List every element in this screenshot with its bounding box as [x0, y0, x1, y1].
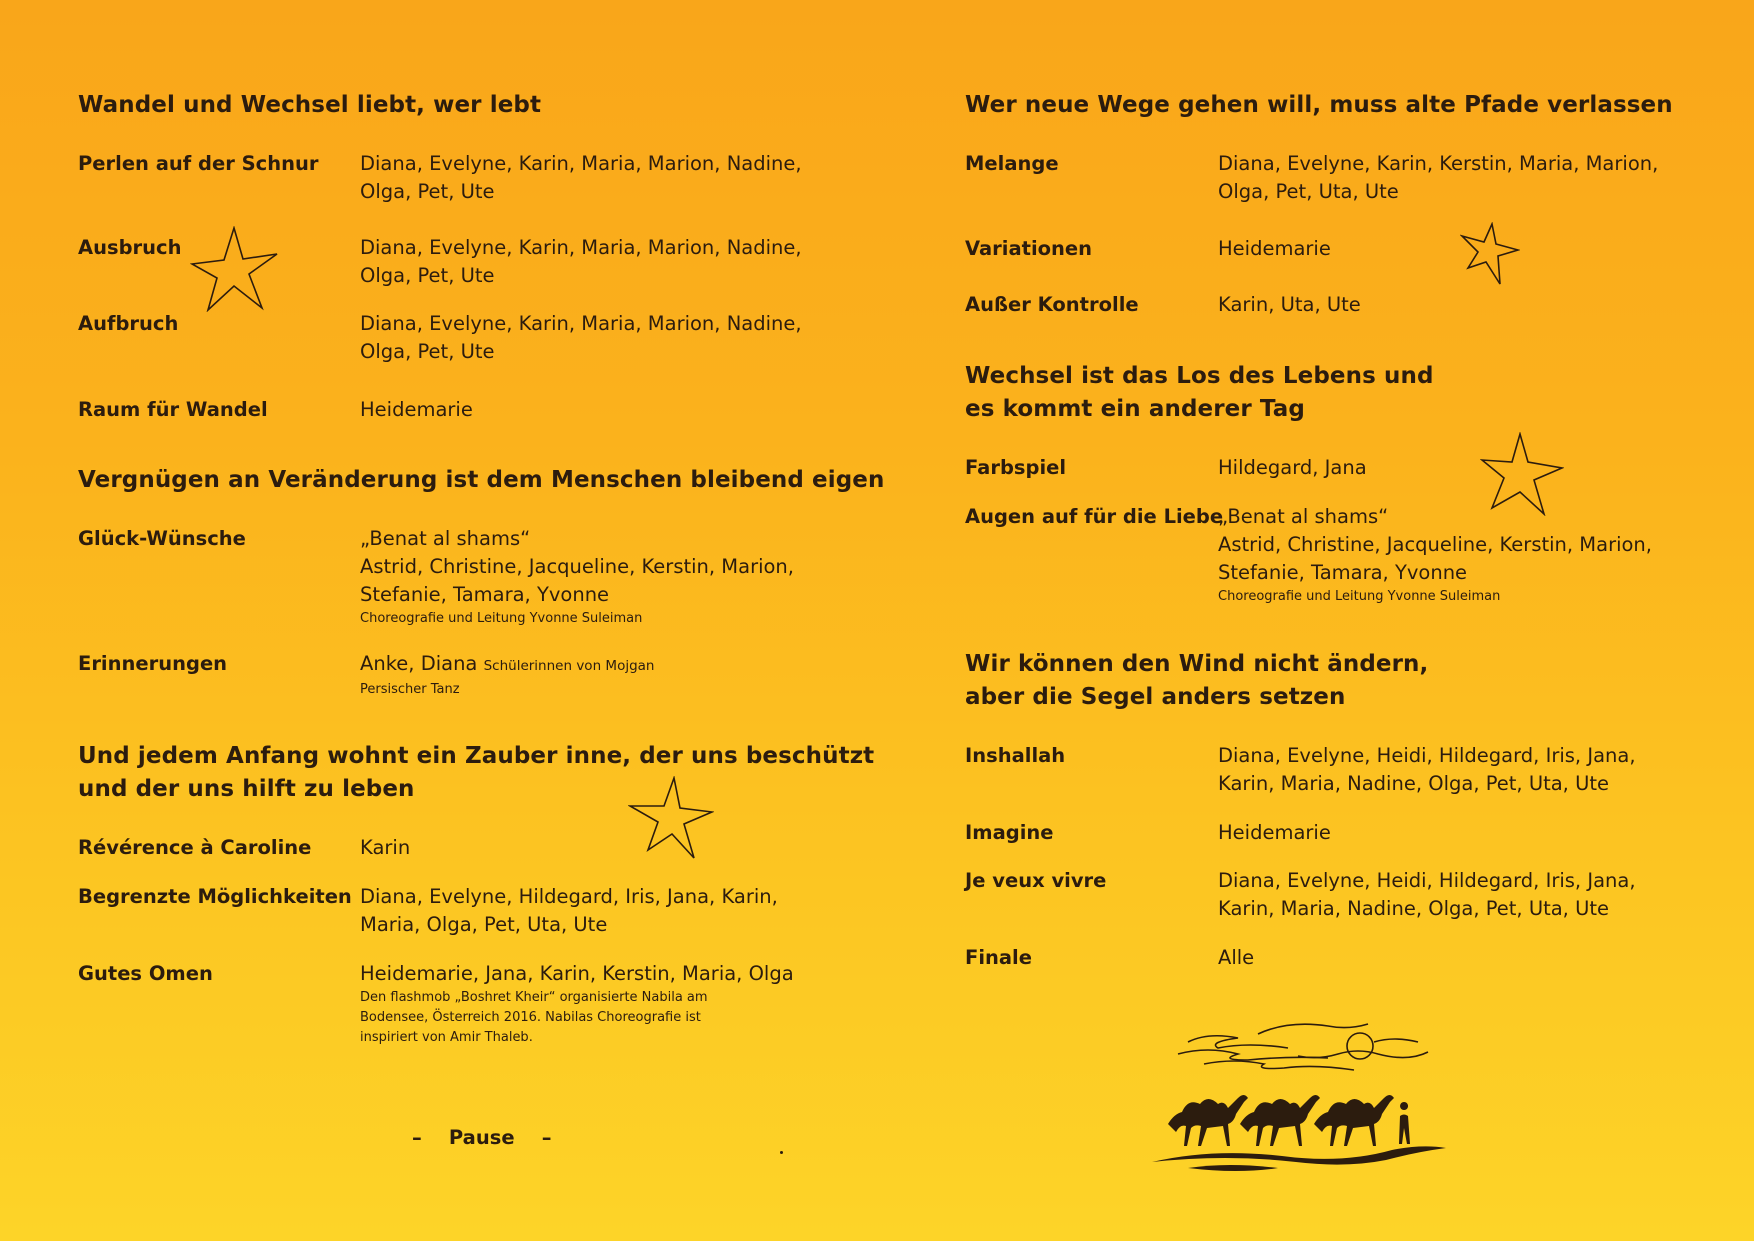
program-title: Finale: [965, 946, 1032, 969]
program-title: Glück-Wünsche: [78, 527, 246, 550]
program-title: Je veux vivre: [965, 869, 1107, 892]
section-heading-3: Und jedem Anfang wohnt ein Zauber inne, der uns beschützt und der uns hilft zu leben: [78, 743, 875, 802]
program-cast-block: [1218, 503, 1652, 607]
program-cast: Hildegard, Jana: [1218, 456, 1367, 479]
program-cast: Diana, Evelyne, Heidi, Hildegard, Iris, Jana, Karin, Maria, Nadine, Olga, Pet, Uta, Ute: [1218, 869, 1636, 920]
program-cast: Anke, Diana: [360, 652, 478, 675]
program-inline-note: Schülerinnen von Mojgan: [483, 658, 655, 674]
program-cast: Heidemarie: [1218, 821, 1331, 844]
program-cast: Diana, Evelyne, Hildegard, Iris, Jana, Karin, Maria, Olga, Pet, Uta, Ute: [360, 885, 778, 936]
ink-dot: [780, 1151, 783, 1154]
program-cast-block: [360, 960, 794, 1048]
program-cast: Karin: [360, 836, 411, 859]
program-title: Perlen auf der Schnur: [78, 152, 319, 175]
star-outline-icon: [1460, 222, 1520, 286]
program-title: Raum für Wandel: [78, 398, 268, 421]
program-cast: Diana, Evelyne, Karin, Maria, Marion, Nadine, Olga, Pet, Ute: [360, 236, 802, 287]
program-cast: „Benat al shams“ Astrid, Christine, Jacqueline, Kerstin, Marion, Stefanie, Tamara, Yvonne: [1218, 505, 1652, 584]
program-title: Révérence à Caroline: [78, 836, 312, 859]
star-outline-icon: [628, 776, 714, 860]
program-title: Aufbruch: [78, 312, 179, 335]
program-title: Variationen: [965, 237, 1093, 260]
program-title: Gutes Omen: [78, 962, 213, 985]
program-title: Erinnerungen: [78, 652, 228, 675]
star-outline-icon: [1480, 432, 1564, 516]
section-heading-2: Vergnügen an Veränderung ist dem Menschen bleibend eigen: [78, 467, 885, 493]
program-cast: „Benat al shams“ Astrid, Christine, Jacqueline, Kerstin, Marion, Stefanie, Tamara, Yvonne: [360, 527, 794, 606]
program-cast-block: [360, 525, 794, 629]
program-title: Inshallah: [965, 744, 1066, 767]
pause-label: – Pause –: [412, 1126, 552, 1149]
section-heading-4: Wer neue Wege gehen will, muss alte Pfade verlassen: [965, 92, 1673, 118]
star-outline-icon: [190, 226, 282, 312]
program-title: Imagine: [965, 821, 1054, 844]
program-cast: Diana, Evelyne, Karin, Maria, Marion, Nadine, Olga, Pet, Ute: [360, 152, 802, 203]
program-note: Persischer Tanz: [360, 682, 460, 697]
program-title: Außer Kontrolle: [965, 293, 1139, 316]
program-cast: Heidemarie: [1218, 237, 1331, 260]
program-cast: Diana, Evelyne, Heidi, Hildegard, Iris, Jana, Karin, Maria, Nadine, Olga, Pet, Uta, Ute: [1218, 744, 1636, 795]
program-note: Choreografie und Leitung Yvonne Suleiman: [1218, 589, 1501, 604]
program-note: Choreografie und Leitung Yvonne Suleiman: [360, 611, 643, 626]
section-heading-1: Wandel und Wechsel liebt, wer lebt: [78, 92, 542, 118]
program-title: Augen auf für die Liebe: [965, 505, 1224, 528]
program-cast: Heidemarie, Jana, Karin, Kerstin, Maria, Olga: [360, 962, 794, 985]
section-heading-5: Wechsel ist das Los des Lebens und es kommt ein anderer Tag: [965, 363, 1434, 422]
program-cast: Diana, Evelyne, Karin, Maria, Marion, Nadine, Olga, Pet, Ute: [360, 312, 802, 363]
program-note: Den flashmob „Boshret Kheir“ organisierte Nabila am Bodensee, Österreich 2016. Nabilas Choreografie ist inspiriert von Amir Thaleb.: [360, 990, 708, 1045]
program-title: Melange: [965, 152, 1059, 175]
program-cast-block: [360, 650, 654, 700]
program-cast: Diana, Evelyne, Karin, Kerstin, Maria, Marion, Olga, Pet, Uta, Ute: [1218, 152, 1659, 203]
camel-caravan-icon: [1148, 1012, 1448, 1172]
program-title: Begrenzte Möglichkeiten: [78, 885, 352, 908]
program-title: Farbspiel: [965, 456, 1067, 479]
program-cast: Heidemarie: [360, 398, 473, 421]
program-cast: Alle: [1218, 946, 1255, 969]
section-heading-6: Wir können den Wind nicht ändern, aber die Segel anders setzen: [965, 651, 1429, 710]
program-title: Ausbruch: [78, 236, 182, 259]
program-cast: Karin, Uta, Ute: [1218, 293, 1361, 316]
